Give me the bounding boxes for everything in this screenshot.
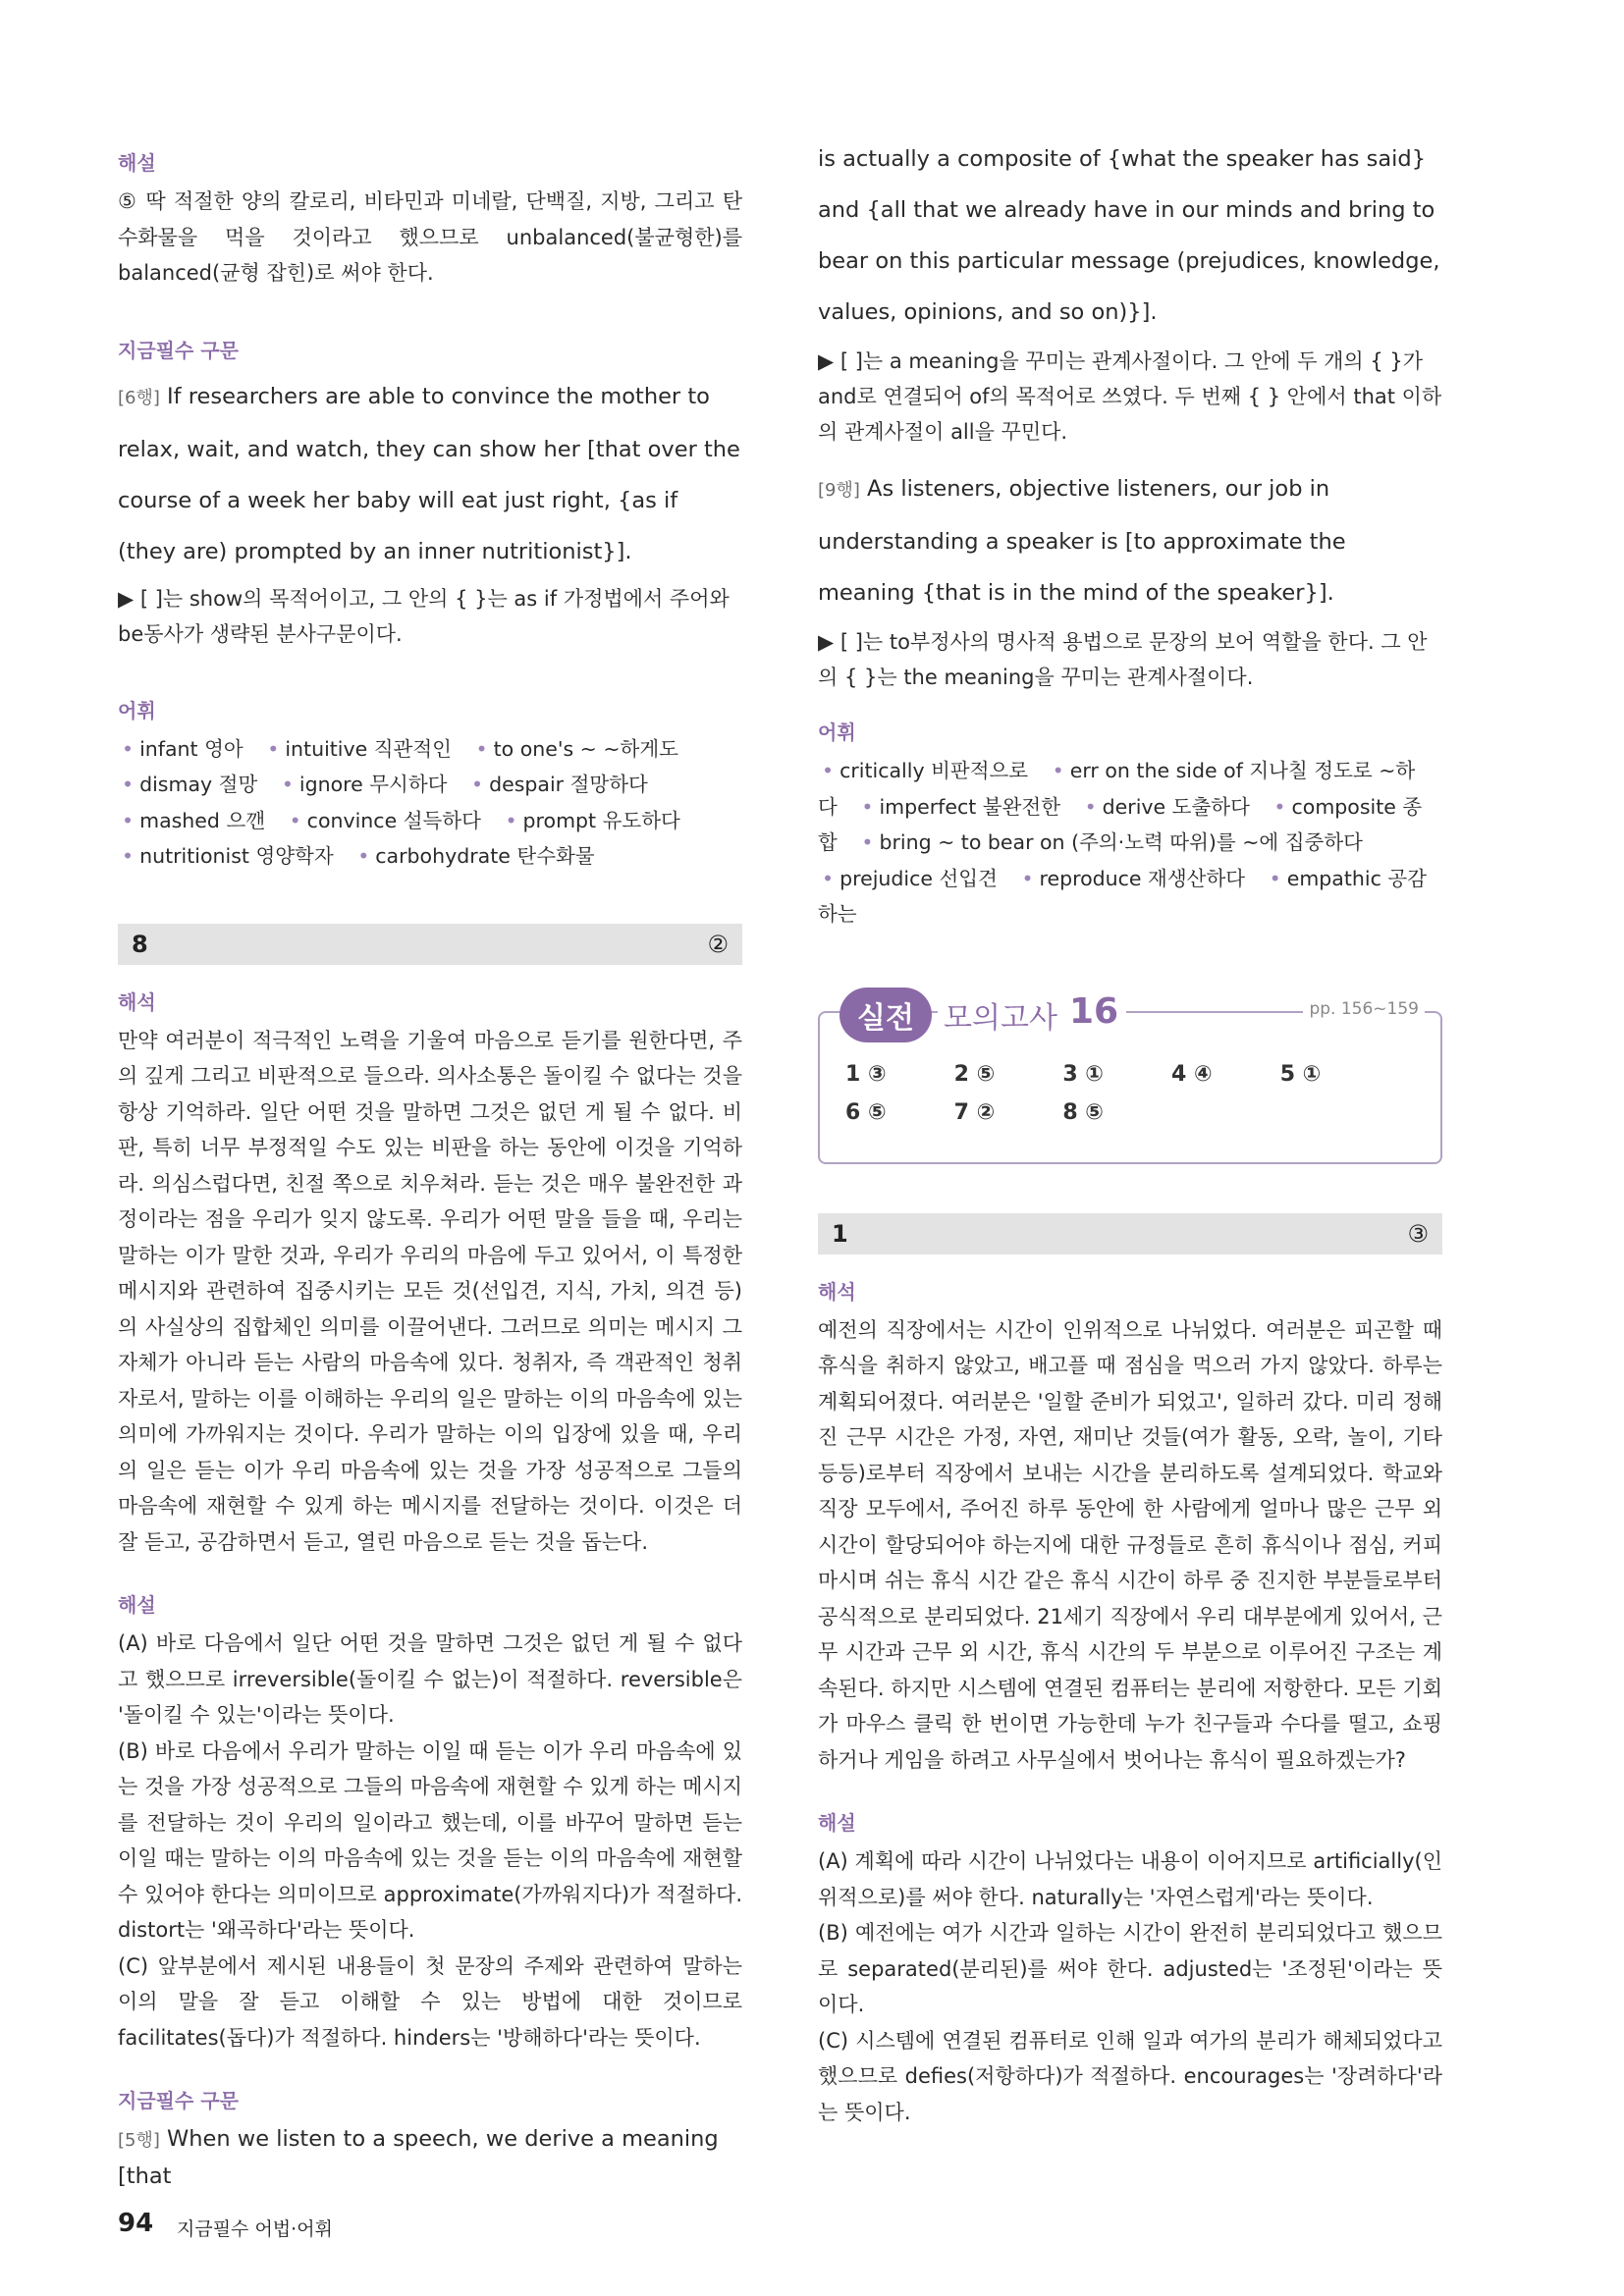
- vocab-item: • bring ~ to bear on (주의·노력 따위)를 ~에 집중하다: [861, 830, 1363, 854]
- translation-section: [118, 987, 742, 1561]
- continued-syntax: [818, 133, 1442, 450]
- syntax-note: ▶ [ ]는 to부정사의 명사적 용법으로 문장의 보어 역할을 한다. 그 안의 { }는 the meaning을 꾸미는 관계사절이다.: [818, 630, 1428, 689]
- answer-item: 4 ④: [1171, 1061, 1213, 1087]
- vocab-heading: 어휘: [818, 721, 856, 744]
- answer-item: 3 ①: [1062, 1061, 1104, 1087]
- answer-mark: ②: [707, 930, 729, 958]
- question-1-bar: [818, 1213, 1442, 1255]
- line-ref: [5행]: [118, 2130, 160, 2151]
- test-number: 16: [1061, 991, 1126, 1032]
- translation-text: 예전의 직장에서는 시간이 인위적으로 나뉘었다. 여러분은 피곤할 때 휴식을 취하지 않았고, 배고플 때 점심을 먹으러 가지 않았다. 하루는 계획되어졌다. 여러분은 '일할 준비가 되었고', 일하러 갔다. 미리 정해진 근무 시간은 가정, 자연, 재미난 것들(여가 활동, 오락, 놀이, 기타 등등)로부터 직장에서 보내는 시간을 분리하도록 설계되었다. 학교와 직장 모두에서, 주어진 하루 동안에 한 사람에게 얼마나 많은 근무 외 시간이 할당되어야 하는지에 대한 규정들로 흔히 휴식이나 점심, 커피 마시며 쉬는 휴식 시간 같은 휴식 시간이 하루 중 진지한 부분들로부터 공식적으로 분리되었다. 21세기 직장에서 우리 대부분에게 있어서, 근무 시간과 근무 외 시간, 휴식 시간의 두 부분으로 이루어진 구조는 계속된다. 하지만 시스템에 연결된 컴퓨터는 분리에 저항한다. 모든 기회가 마우스 클릭 한 번이면 가능한데 누가 친구들과 수다를 떨고, 쇼핑 하거나 게임을 하려고 사무실에서 벗어나는 휴식이 필요하겠는가?: [818, 1317, 1442, 1772]
- answer-item: 6 ⑤: [845, 1099, 887, 1125]
- vocab-list: [818, 753, 1442, 933]
- vocab-item: • composite 종합: [818, 794, 1423, 854]
- vocab-item: • ignore 무시하다: [281, 773, 448, 796]
- translation-text: 만약 여러분이 적극적인 노력을 기울여 마음으로 듣기를 원한다면, 주의 깊게 그리고 비판적으로 들으라. 의사소통은 돌이킬 수 없다는 것을 항상 기억하라. 일단 어떤 것을 말하면 그것은 없던 게 될 수 없다. 비판, 특히 너무 부정적일 수도 있는 비판을 하는 동안에 이것을 기억하라. 의심스럽다면, 친절 쪽으로 치우쳐라. 듣는 것은 매우 불완전한 과정이라는 점을 우리가 잊지 않도록. 우리가 어떤 말을 들을 때, 우리는 말하는 이가 말한 것과, 우리가 우리의 마음에 두고 있어서, 이 특정한 메시지와 관련하여 집중시키는 모든 것(선입견, 지식, 가치, 의견 등)의 사실상의 집합체인 의미를 이끌어낸다. 그러므로 의미는 메시지 그 자체가 아니라 듣는 사람의 마음속에 있다. 청취자, 즉 객관적인 청취자로서, 말하는 이를 이해하는 우리의 일은 말하는 이의 마음속에 있는 의미에 가까워지는 것이다. 우리가 말하는 이의 입장에 있을 때, 우리의 일은 듣는 이가 우리 마음속에 있는 것을 가장 성공적으로 그들의 마음속에 재현할 수 있게 하는 메시지를 전달하는 것이다. 이것은 더 잘 듣고, 공감하면서 듣고, 열린 마음으로 듣는 것을 돕는다.: [118, 1028, 742, 1554]
- vocab-item: • infant 영아: [122, 736, 244, 761]
- explanation-b: (B) 예전에는 여가 시간과 일하는 시간이 완전히 분리되었다고 했으므로 separated(분리된)를 써야 한다. adjusted는 '조정된'이라는 뜻이다.: [818, 1921, 1442, 2016]
- test-type-pill: 실전: [839, 988, 932, 1042]
- explanation-a: (A) 바로 다음에서 일단 어떤 것을 말하면 그것은 없던 게 될 수 없다고 했으므로 irreversible(돌이킬 수 없는)이 적절하다. reversible은 '돌이킬 수 있는'이라는 뜻이다.: [118, 1631, 742, 1727]
- question-number: 1: [832, 1219, 848, 1248]
- vocab-item: • despair 절망하다: [471, 773, 648, 796]
- vocab-list: [118, 731, 742, 875]
- vocab-section-right: [818, 717, 1442, 933]
- translation-section-1: [818, 1276, 1442, 1779]
- vocab-item: • critically 비판적으로: [822, 759, 1029, 782]
- answer-item: 7 ②: [953, 1099, 996, 1125]
- syntax-note: ▶ [ ]는 show의 목적어이고, 그 안의 { }는 as if 가정법에서 주어와 be동사가 생략된 분사구문이다.: [118, 586, 730, 646]
- vocab-section: [118, 695, 742, 875]
- page-range: pp. 156~159: [1303, 999, 1425, 1019]
- line-ref: [9행]: [818, 480, 860, 501]
- continued-sentence: is actually a composite of {what the speaker has said} and {all that we already have in our minds and bring to bear on this particular message (prejudices, knowledge, values, opinions, and so on)}].: [818, 146, 1440, 325]
- key-syntax-heading: 지금필수 구문: [118, 2089, 239, 2112]
- explanation-c: (C) 시스템에 연결된 컴퓨터로 인해 일과 여가의 분리가 해체되었다고 했으므로 defies(저항하다)가 적절하다. encourages는 '장려하다'라는 뜻이다.: [818, 2028, 1442, 2124]
- key-syntax-sentence: [818, 463, 1442, 618]
- answer-item: 2 ⑤: [953, 1061, 996, 1087]
- vocab-item: • err on the side of 지나칠 정도로 ~하다: [818, 759, 1416, 819]
- answer-item: 8 ⑤: [1062, 1099, 1104, 1125]
- sentence-text: When we listen to a speech, we derive a meaning [that: [118, 2126, 719, 2189]
- question-number: 8: [132, 930, 148, 958]
- line-ref: [6행]: [118, 387, 160, 408]
- explanation-c: (C) 앞부분에서 제시된 내용들이 첫 문장의 주제와 관련하여 말하는 이의 말을 잘 듣고 이해할 수 있는 방법에 대한 것이므로 facilitates(돕다)가 적절하다. hinders는 '방해하다'라는 뜻이다.: [118, 1953, 742, 2050]
- vocab-item: • intuitive 직관적인: [267, 736, 452, 761]
- explanation-b: (B) 바로 다음에서 우리가 말하는 이일 때 듣는 이가 우리 마음속에 있는 것을 가장 성공적으로 그들의 마음속에 재현할 수 있게 하는 메시지를 전달하는 것이 우리의 일이라고 했는데, 이를 바꾸어 말하면 듣는 이일 때는 말하는 이의 마음속에 있는 것을 듣는 이의 마음속에 재현할 수 있어야 한다는 의미이므로 approximate(가까워지다)가 적절하다. distort는 '왜곡하다'라는 뜻이다.: [118, 1738, 742, 1942]
- vocab-item: • reproduce 재생산하다: [1021, 866, 1246, 890]
- page-number: 94: [118, 2209, 154, 2238]
- explanation-heading: 해설: [118, 1593, 156, 1617]
- explanation-section-1: [818, 1807, 1442, 2130]
- explanation-section: [118, 147, 742, 292]
- answer-key: [845, 1062, 1435, 1139]
- explanation-text: ⑤ 딱 적절한 양의 칼로리, 비타민과 미네랄, 단백질, 지방, 그리고 탄수화물을 먹을 것이라고 했으므로 unbalanced(불균형한)를 balanced(균형 잡힌)로 써야 한다.: [118, 189, 742, 285]
- explanation-section-8: [118, 1589, 742, 2056]
- vocab-item: • mashed 으깬: [122, 808, 266, 832]
- explanation-heading: 해설: [818, 1811, 856, 1835]
- vocab-item: • to one's ~ ~하게도: [475, 736, 678, 761]
- answer-mark: ③: [1407, 1219, 1429, 1248]
- vocab-item: • derive 도출하다: [1084, 794, 1250, 819]
- vocab-item: • prejudice 선입견: [822, 866, 998, 890]
- explanation-heading: 해설: [118, 151, 156, 175]
- question-8-bar: [118, 924, 742, 965]
- key-syntax-sentence: [118, 2121, 742, 2194]
- sentence-text: As listeners, objective listeners, our job in understanding a speaker is [to approximate the meaning {that is in the mind of the speaker}].: [818, 476, 1346, 606]
- book-title: 지금필수 어법·어휘: [177, 2218, 333, 2240]
- vocab-item: • nutritionist 영양학자: [122, 844, 334, 868]
- vocab-item: • carbohydrate 탄수화물: [357, 844, 595, 868]
- translation-heading: 해석: [818, 1279, 856, 1304]
- vocab-item: • convince 설득하다: [289, 808, 481, 832]
- key-syntax-sentence: [118, 371, 742, 577]
- right-column: [818, 147, 1442, 2173]
- answer-item: 5 ①: [1279, 1061, 1322, 1087]
- sentence-text: If researchers are able to convince the mother to relax, wait, and watch, they can show her [that over the course of a week her baby will eat just right, {as if (they are) prompted by an inner nutritionist}].: [118, 383, 740, 564]
- translation-heading: 해석: [118, 989, 156, 1014]
- syntax-note: ▶ [ ]는 a meaning을 꾸미는 관계사절이다. 그 안에 두 개의 { }가 and로 연결되어 of의 목적어로 쓰였다. 두 번째 { } 안에서 that 이하의 관계사절이 all을 꾸민다.: [818, 349, 1442, 444]
- vocab-item: • imperfect 불완전한: [861, 794, 1061, 819]
- key-syntax-heading: 지금필수 구문: [118, 338, 239, 362]
- answer-item: 1 ③: [845, 1061, 887, 1087]
- left-column: [118, 147, 742, 2237]
- vocab-item: • dismay 절망: [122, 773, 258, 796]
- explanation-a: (A) 계획에 따라 시간이 나뉘었다는 내용이 이어지므로 artificially(인위적으로)를 써야 한다. naturally는 '자연스럽게'라는 뜻이다.: [818, 1849, 1442, 1909]
- practice-test-box: [818, 990, 1442, 1164]
- test-name: 모의고사: [938, 993, 1063, 1037]
- vocab-item: • prompt 유도하다: [505, 808, 680, 832]
- key-syntax-section: [118, 335, 742, 652]
- syntax-9: [818, 463, 1442, 695]
- key-syntax-section-8: [118, 2085, 742, 2194]
- vocab-heading: 어휘: [118, 698, 156, 722]
- vocab-item: • empathic 공감하는: [818, 866, 1427, 926]
